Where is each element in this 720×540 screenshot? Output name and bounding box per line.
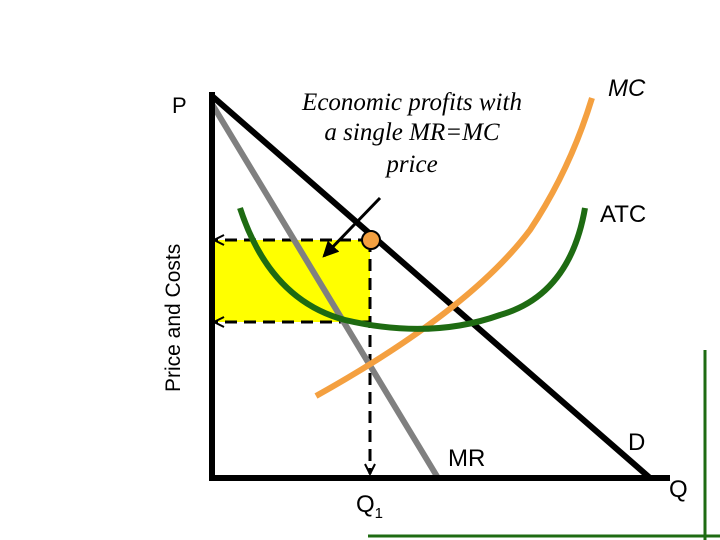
p-axis-label: P [172, 93, 187, 118]
annotation-line-3: price [386, 151, 438, 178]
mr-label: MR [448, 445, 486, 472]
q-axis-label: Q [669, 476, 688, 503]
y-axis-title: Price and Costs [162, 243, 185, 392]
demand-label: D [628, 429, 646, 456]
annotation-line-2: a single MR=MC [324, 119, 500, 146]
annotation-line-1: Economic profits with [302, 89, 522, 116]
q1-subscript: 1 [374, 505, 384, 522]
profit-max-point [362, 231, 380, 249]
mc-label: MC [608, 75, 646, 102]
q1-main: Q [356, 491, 375, 518]
atc-label: ATC [600, 201, 647, 228]
economic-profit-area [212, 240, 370, 322]
q1-label [356, 491, 383, 522]
